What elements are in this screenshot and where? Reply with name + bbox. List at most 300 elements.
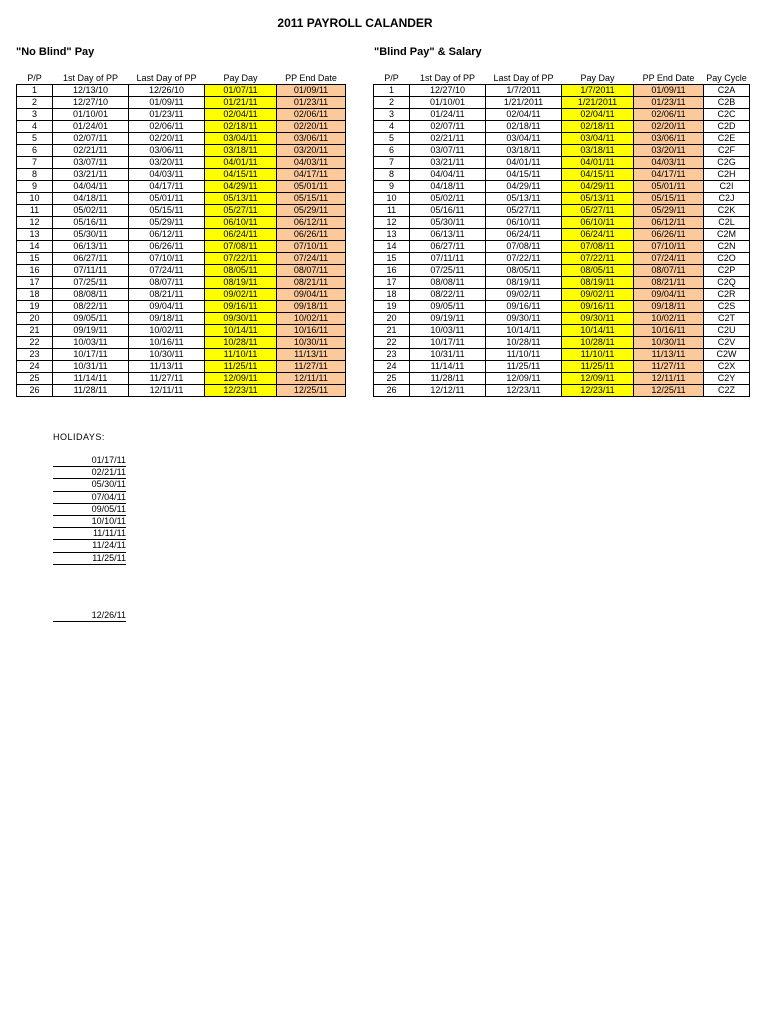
table-cell: 02/20/11 (277, 121, 346, 133)
table-cell: 9 (17, 181, 53, 193)
table-cell: 04/15/11 (205, 169, 277, 181)
table-cell: C2T (704, 313, 750, 325)
table-cell: 05/01/11 (634, 181, 704, 193)
table-cell: 02/18/11 (205, 121, 277, 133)
table-cell: 21 (17, 325, 53, 337)
table-cell: 06/24/11 (562, 229, 634, 241)
table-cell: 06/12/11 (277, 217, 346, 229)
table-cell: 11 (17, 205, 53, 217)
holiday-date: 11/11/11 (53, 528, 126, 540)
table-cell: 05/29/11 (129, 217, 205, 229)
column-header: PP End Date (642, 73, 695, 83)
table-row (374, 277, 750, 289)
table-cell: 09/02/11 (486, 289, 562, 301)
holidays-list (53, 455, 126, 565)
table-cell: 05/27/11 (562, 205, 634, 217)
table-cell: 09/05/11 (410, 301, 486, 313)
table-cell: C2S (704, 301, 750, 313)
holiday-date: 11/24/11 (53, 540, 126, 552)
table-cell: 03/20/11 (634, 145, 704, 157)
table-cell: 04/01/11 (486, 157, 562, 169)
table-cell: 12/11/11 (277, 373, 346, 385)
table-cell: 6 (374, 145, 410, 157)
table-cell: 09/30/11 (486, 313, 562, 325)
table-row (374, 361, 750, 373)
table-cell: 3 (374, 109, 410, 121)
table-cell: 11/13/11 (129, 361, 205, 373)
table-cell: 05/02/11 (53, 205, 129, 217)
table-row (374, 337, 750, 349)
table-cell: 12/13/10 (53, 85, 129, 97)
table-cell: C2Y (704, 373, 750, 385)
table-header-row (17, 72, 346, 85)
table-row (374, 205, 750, 217)
table-row (17, 217, 346, 229)
table-cell: 01/09/11 (277, 85, 346, 97)
table-cell: 01/09/11 (634, 85, 704, 97)
table-cell: 09/30/11 (205, 313, 277, 325)
table-cell: 10/14/11 (562, 325, 634, 337)
table-cell: C2X (704, 361, 750, 373)
table-cell: 17 (374, 277, 410, 289)
table-cell: C2A (704, 85, 750, 97)
table-cell: 16 (374, 265, 410, 277)
table-cell: 9 (374, 181, 410, 193)
table-row (17, 181, 346, 193)
table-cell: 11/10/11 (205, 349, 277, 361)
table-cell: 10/16/11 (634, 325, 704, 337)
table-cell: 04/17/11 (634, 169, 704, 181)
table-cell: 02/04/11 (562, 109, 634, 121)
table-cell: 04/03/11 (129, 169, 205, 181)
holiday-date: 02/21/11 (53, 467, 126, 479)
table-cell: C2H (704, 169, 750, 181)
table-cell: 11/14/11 (410, 361, 486, 373)
table-cell: 18 (17, 289, 53, 301)
table-cell: 02/04/11 (205, 109, 277, 121)
table-cell: 04/17/11 (277, 169, 346, 181)
table-cell: C2P (704, 265, 750, 277)
table-cell: 09/02/11 (562, 289, 634, 301)
table-cell: 10/16/11 (129, 337, 205, 349)
table-cell: 06/13/11 (410, 229, 486, 241)
table-cell: 02/21/11 (53, 145, 129, 157)
table-cell: 03/21/11 (53, 169, 129, 181)
table-cell: 01/07/11 (205, 85, 277, 97)
table-cell: 10/14/11 (205, 325, 277, 337)
table-cell: 05/15/11 (129, 205, 205, 217)
table-cell: 05/30/11 (53, 229, 129, 241)
table-cell: 12/27/10 (53, 97, 129, 109)
table-cell: 09/04/11 (277, 289, 346, 301)
table-cell: 03/06/11 (129, 145, 205, 157)
table-cell: 25 (17, 373, 53, 385)
table-cell: 02/18/11 (486, 121, 562, 133)
table-cell: 17 (17, 277, 53, 289)
table-cell: 09/18/11 (129, 313, 205, 325)
table-cell: 01/09/11 (129, 97, 205, 109)
table-row (17, 205, 346, 217)
table-cell: 09/18/11 (634, 301, 704, 313)
table-cell: 26 (17, 385, 53, 397)
column-header: Pay Day (223, 73, 258, 83)
table-cell: 12/12/11 (410, 385, 486, 397)
table-cell: 04/17/11 (129, 181, 205, 193)
table-cell: 11/25/11 (486, 361, 562, 373)
table-row (374, 325, 750, 337)
table-cell: 06/13/11 (53, 241, 129, 253)
table-cell: 04/29/11 (486, 181, 562, 193)
table-cell: 10/31/11 (410, 349, 486, 361)
table-row (374, 157, 750, 169)
table-cell: 18 (374, 289, 410, 301)
table-cell: C2L (704, 217, 750, 229)
table-cell: 03/07/11 (53, 157, 129, 169)
table-cell: 12/23/11 (486, 385, 562, 397)
table-cell: 07/25/11 (410, 265, 486, 277)
table-cell: 10/31/11 (53, 361, 129, 373)
table-cell: 03/04/11 (205, 133, 277, 145)
table-row (17, 373, 346, 385)
table-cell: 06/27/11 (410, 241, 486, 253)
table-cell: C2R (704, 289, 750, 301)
table-cell: 09/04/11 (634, 289, 704, 301)
table-row (17, 337, 346, 349)
table-cell: 11/28/11 (53, 385, 129, 397)
table-cell: 10/02/11 (129, 325, 205, 337)
table-cell: 10/28/11 (205, 337, 277, 349)
table-row (17, 169, 346, 181)
table-cell: 05/01/11 (277, 181, 346, 193)
table-cell: 12/25/11 (277, 385, 346, 397)
table-row (374, 121, 750, 133)
table-cell: C2G (704, 157, 750, 169)
table-cell: 10/16/11 (277, 325, 346, 337)
table-cell: 05/01/11 (129, 193, 205, 205)
table-cell: 07/22/11 (205, 253, 277, 265)
holiday-date: 11/25/11 (53, 553, 126, 565)
table-cell: C2B (704, 97, 750, 109)
holiday-date: 07/04/11 (53, 492, 126, 504)
table-cell: 02/18/11 (562, 121, 634, 133)
table-cell: 01/23/11 (634, 97, 704, 109)
table-cell: 05/15/11 (634, 193, 704, 205)
table-cell: 04/03/11 (277, 157, 346, 169)
table-cell: C2D (704, 121, 750, 133)
table-cell: 20 (374, 313, 410, 325)
table-cell: 03/18/11 (205, 145, 277, 157)
table-cell: 7 (17, 157, 53, 169)
table-cell: 10/28/11 (486, 337, 562, 349)
table-cell: C2Z (704, 385, 750, 397)
table-cell: 04/29/11 (205, 181, 277, 193)
table-cell: 11/13/11 (634, 349, 704, 361)
table-cell: 08/05/11 (562, 265, 634, 277)
table-cell: 02/06/11 (634, 109, 704, 121)
table-cell: 05/27/11 (486, 205, 562, 217)
column-header: P/P (384, 73, 399, 83)
table-cell: 07/25/11 (53, 277, 129, 289)
table-row (374, 181, 750, 193)
table-cell: 03/04/11 (486, 133, 562, 145)
column-header: PP End Date (285, 73, 337, 83)
table-cell: 16 (17, 265, 53, 277)
table-cell: 08/19/11 (562, 277, 634, 289)
table-cell: 1/21/2011 (486, 97, 562, 109)
table-cell: 06/12/11 (634, 217, 704, 229)
column-header: Pay Day (580, 73, 615, 83)
table-cell: C2E (704, 133, 750, 145)
table-cell: 06/10/11 (486, 217, 562, 229)
table-cell: C2M (704, 229, 750, 241)
table-cell: 07/24/11 (129, 265, 205, 277)
table-cell: 01/23/11 (277, 97, 346, 109)
table-cell: 05/13/11 (562, 193, 634, 205)
table-cell: 4 (374, 121, 410, 133)
holiday-date: 09/05/11 (53, 504, 126, 516)
table-row (374, 145, 750, 157)
table-cell: 04/03/11 (634, 157, 704, 169)
table-cell: 12/23/11 (562, 385, 634, 397)
table-cell: 04/18/11 (410, 181, 486, 193)
table-cell: 03/18/11 (486, 145, 562, 157)
table-row (17, 325, 346, 337)
table-cell: 3 (17, 109, 53, 121)
table-cell: 5 (17, 133, 53, 145)
table-cell: 4 (17, 121, 53, 133)
table-cell: 03/18/11 (562, 145, 634, 157)
table-cell: 07/10/11 (277, 241, 346, 253)
table-row (17, 361, 346, 373)
table-row (374, 109, 750, 121)
table-row (374, 385, 750, 397)
table-row (17, 145, 346, 157)
table-cell: 12 (17, 217, 53, 229)
table-cell: 08/07/11 (634, 265, 704, 277)
column-header: Pay Cycle (706, 73, 747, 83)
table-cell: 10/14/11 (486, 325, 562, 337)
table-cell: 01/10/01 (53, 109, 129, 121)
column-header: 1st Day of PP (62, 73, 119, 83)
table-cell: 12/26/10 (129, 85, 205, 97)
table-cell: 2 (17, 97, 53, 109)
table-cell: 02/06/11 (277, 109, 346, 121)
table-cell: 07/10/11 (129, 253, 205, 265)
table-cell: 26 (374, 385, 410, 397)
table-cell: 02/04/11 (486, 109, 562, 121)
table-cell: 1/7/2011 (486, 85, 562, 97)
table-cell: 02/20/11 (129, 133, 205, 145)
table-cell: 05/27/11 (205, 205, 277, 217)
table-cell: 10/02/11 (634, 313, 704, 325)
table-cell: 11 (374, 205, 410, 217)
table-cell: 24 (374, 361, 410, 373)
table-cell: C2O (704, 253, 750, 265)
table-cell: 04/04/11 (410, 169, 486, 181)
table-cell: 04/15/11 (486, 169, 562, 181)
table-cell: 02/07/11 (53, 133, 129, 145)
table-row (17, 97, 346, 109)
table-row (17, 121, 346, 133)
table-cell: 1/7/2011 (562, 85, 634, 97)
table-cell: 12/11/11 (634, 373, 704, 385)
table-cell: 08/22/11 (410, 289, 486, 301)
table-cell: 09/04/11 (129, 301, 205, 313)
table-cell: 15 (374, 253, 410, 265)
table-cell: C2N (704, 241, 750, 253)
table-cell: C2I (704, 181, 750, 193)
table-cell: 01/24/11 (410, 109, 486, 121)
table-cell: 10 (374, 193, 410, 205)
table-cell: 12/09/11 (205, 373, 277, 385)
table-cell: 08/05/11 (205, 265, 277, 277)
table-cell: 05/02/11 (410, 193, 486, 205)
table-cell: 12/23/11 (205, 385, 277, 397)
table-row (374, 229, 750, 241)
column-header: Last Day of PP (493, 73, 554, 83)
table-row (17, 193, 346, 205)
table-cell: 14 (374, 241, 410, 253)
table-cell: 07/22/11 (486, 253, 562, 265)
table-cell: 07/24/11 (277, 253, 346, 265)
column-header: P/P (27, 73, 42, 83)
table-row (17, 109, 346, 121)
table-cell: 05/29/11 (634, 205, 704, 217)
table-row (17, 85, 346, 97)
table-cell: 04/29/11 (562, 181, 634, 193)
no-blind-pay-table (16, 72, 346, 397)
table-cell: 10/30/11 (129, 349, 205, 361)
table-cell: 1/21/2011 (562, 97, 634, 109)
table-cell: 15 (17, 253, 53, 265)
table-row (17, 133, 346, 145)
table-cell: 8 (374, 169, 410, 181)
table-cell: 10/30/11 (634, 337, 704, 349)
table-cell: 09/19/11 (410, 313, 486, 325)
table-cell: 06/27/11 (53, 253, 129, 265)
table-cell: 02/07/11 (410, 121, 486, 133)
table-cell: 23 (17, 349, 53, 361)
table-cell: 07/24/11 (634, 253, 704, 265)
table-cell: 05/30/11 (410, 217, 486, 229)
table-cell: 03/04/11 (562, 133, 634, 145)
holiday-date: 05/30/11 (53, 479, 126, 491)
table-cell: 21 (374, 325, 410, 337)
holidays-label: HOLIDAYS: (53, 432, 105, 442)
table-cell: 11/27/11 (129, 373, 205, 385)
page-title: 2011 PAYROLL CALANDER (277, 16, 433, 30)
table-row (374, 349, 750, 361)
table-cell: 13 (17, 229, 53, 241)
table-cell: 6 (17, 145, 53, 157)
table-row (17, 157, 346, 169)
table-cell: 10/28/11 (562, 337, 634, 349)
table-cell: 09/19/11 (53, 325, 129, 337)
table-cell: 02/20/11 (634, 121, 704, 133)
table-cell: 8 (17, 169, 53, 181)
table-cell: 11/25/11 (205, 361, 277, 373)
no-blind-pay-heading: "No Blind" Pay (16, 46, 95, 58)
table-cell: 12/27/10 (410, 85, 486, 97)
table-cell: 11/27/11 (277, 361, 346, 373)
table-row (17, 289, 346, 301)
table-cell: 19 (17, 301, 53, 313)
table-cell: 10/17/11 (53, 349, 129, 361)
table-cell: C2F (704, 145, 750, 157)
table-cell: 03/06/11 (634, 133, 704, 145)
table-cell: 12/11/11 (129, 385, 205, 397)
table-cell: 12/25/11 (634, 385, 704, 397)
table-cell: 03/06/11 (277, 133, 346, 145)
table-cell: 09/18/11 (277, 301, 346, 313)
table-cell: 20 (17, 313, 53, 325)
table-cell: 08/07/11 (129, 277, 205, 289)
table-cell: C2W (704, 349, 750, 361)
table-cell: 05/13/11 (486, 193, 562, 205)
table-cell: 01/21/11 (205, 97, 277, 109)
table-cell: 08/21/11 (129, 289, 205, 301)
table-cell: 06/26/11 (277, 229, 346, 241)
table-cell: C2J (704, 193, 750, 205)
blind-pay-salary-table (373, 72, 750, 397)
table-cell: 07/08/11 (486, 241, 562, 253)
table-row (17, 253, 346, 265)
table-cell: 11/27/11 (634, 361, 704, 373)
table-cell: 11/28/11 (410, 373, 486, 385)
table-cell: 03/21/11 (410, 157, 486, 169)
table-row (374, 301, 750, 313)
table-cell: 05/16/11 (53, 217, 129, 229)
table-row (374, 169, 750, 181)
table-cell: 06/24/11 (205, 229, 277, 241)
table-cell: 07/11/11 (410, 253, 486, 265)
table-cell: 12 (374, 217, 410, 229)
table-row (17, 229, 346, 241)
table-cell: 1 (374, 85, 410, 97)
table-cell: 10/02/11 (277, 313, 346, 325)
table-cell: 22 (17, 337, 53, 349)
table-cell: 12/09/11 (562, 373, 634, 385)
table-cell: C2K (704, 205, 750, 217)
table-row (17, 349, 346, 361)
table-cell: 09/30/11 (562, 313, 634, 325)
table-row (17, 241, 346, 253)
table-cell: 24 (17, 361, 53, 373)
table-cell: 08/21/11 (634, 277, 704, 289)
table-cell: 09/16/11 (205, 301, 277, 313)
table-cell: 05/16/11 (410, 205, 486, 217)
table-cell: 08/21/11 (277, 277, 346, 289)
holiday-date: 01/17/11 (53, 455, 126, 467)
table-cell: 07/08/11 (205, 241, 277, 253)
table-row (374, 241, 750, 253)
table-cell: 06/12/11 (129, 229, 205, 241)
table-cell: 10 (17, 193, 53, 205)
table-cell: 11/13/11 (277, 349, 346, 361)
table-cell: 12/09/11 (486, 373, 562, 385)
table-cell: 09/05/11 (53, 313, 129, 325)
table-cell: 06/24/11 (486, 229, 562, 241)
table-cell: 01/24/01 (53, 121, 129, 133)
table-cell: 03/20/11 (277, 145, 346, 157)
holiday-date: 10/10/11 (53, 516, 126, 528)
table-cell: 10/03/11 (53, 337, 129, 349)
table-cell: C2V (704, 337, 750, 349)
table-cell: 11/10/11 (486, 349, 562, 361)
table-cell: C2Q (704, 277, 750, 289)
table-cell: 19 (374, 301, 410, 313)
table-cell: 23 (374, 349, 410, 361)
